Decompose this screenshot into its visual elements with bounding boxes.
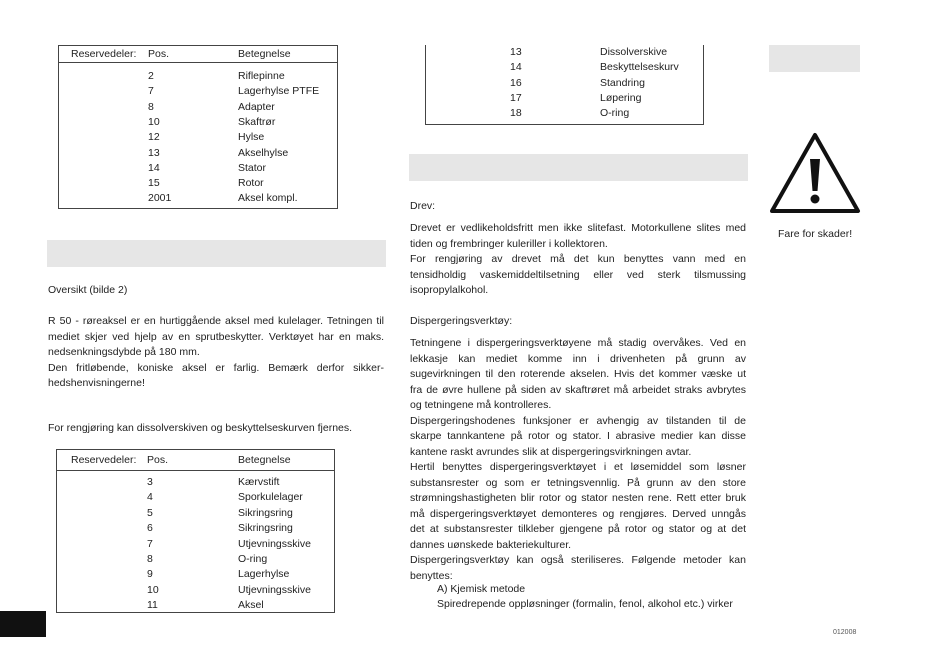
pos-cell: 7 [147, 537, 153, 550]
pos-cell: 7 [148, 85, 154, 98]
designation-cell: Akselhylse [238, 146, 289, 159]
designation-cell: Løpering [600, 91, 642, 104]
designation-cell: Standring [600, 76, 645, 89]
designation-cell: Skaftrør [238, 115, 276, 128]
drev-heading: Drev: [410, 200, 436, 212]
pos-cell: 4 [147, 491, 153, 504]
text-line: Dispergeringshodenes funksjoner er avhengig av tilstanden til de [410, 414, 746, 427]
page-code: 012008 [833, 629, 857, 636]
designation-cell: Utjevningsskive [238, 583, 311, 596]
text-line: strømningshastigheten blir rotor og stator nesten rene. Rett etter bruk [410, 492, 746, 504]
designation-cell: Beskyttelseskurv [600, 61, 679, 74]
designation-cell: Adapter [238, 100, 275, 113]
designation-cell: Hylse [238, 131, 265, 144]
pos-cell: 16 [510, 76, 522, 89]
header-reservedeler: Reservedeler: [71, 48, 137, 60]
pos-cell: 11 [147, 599, 158, 612]
section-bar [409, 154, 748, 181]
warning-caption: Fare for skader! [778, 228, 853, 240]
method-a-text: Spiredrepende oppløsninger (formalin, fenol, alkohol etc.) virker [437, 598, 733, 610]
text-line: Hertil benyttes dispergeringsverktøyet i et løsemiddel som løsner [410, 461, 746, 473]
header-betegnelse: Betegnelse [238, 48, 291, 60]
designation-cell: O-ring [600, 107, 630, 120]
text-line: skarpe tannkantene på rotor og stator. I abrasive medier kan disse [410, 430, 746, 442]
designation-cell: Sikringsring [238, 506, 293, 519]
text-line: fra de øvre hullene på siden av skaftrøret må arbeidet straks avbrytes [410, 383, 746, 396]
tool-paragraph [410, 336, 746, 584]
pos-cell: 8 [147, 553, 153, 565]
section-bar [47, 240, 386, 267]
text-line: det at substansrester tilkleber gjengene på rotor og stator og at det [410, 523, 746, 535]
pos-cell: 14 [510, 61, 522, 74]
text-line: hedshenvisningerne! [48, 377, 145, 389]
pos-cell: 6 [147, 522, 153, 535]
parts-table-1 [58, 45, 338, 209]
header-betegnelse: Betegnelse [238, 454, 291, 466]
text-line: benyttes: [410, 569, 453, 582]
text-line: mediet skjer ved hjelp av en sprutbeskytter. Verktøyet har en maks. [48, 330, 384, 343]
designation-cell: Sporkulelager [238, 491, 303, 504]
cleaning-note: For rengjøring kan dissolverskiven og beskyttelseskurven fjernes. [48, 422, 353, 434]
method-a-heading: A) Kjemisk metode [437, 583, 526, 595]
text-line: kantene raskt avrundes slik at dispergeringsvirkningen avtar. [410, 445, 692, 458]
text-line: Dispergeringsverktøy kan også steriliseres. Følgende metoder kan [410, 554, 746, 566]
pos-cell: 2001 [148, 192, 172, 205]
text-line: tensidholdig vaskemiddeltilsetning eller ved sterk tilsmussing [410, 268, 746, 281]
warning-icon [769, 131, 861, 215]
designation-cell: Sikringsring [238, 522, 293, 535]
text-line: nedsenkningsdybde på 180 mm. [48, 346, 200, 358]
page-marker [0, 611, 46, 637]
text-line: substansrester og som er tetningsvennlig. På grunn av den store [410, 476, 746, 489]
designation-cell: Lagerhylse PTFE [238, 85, 320, 98]
pos-cell: 3 [147, 476, 153, 488]
text-line: For rengjøring av drevet må det kun benyttes vann med en [410, 253, 746, 265]
designation-cell: Aksel [238, 599, 264, 612]
designation-cell: Dissolverskive [600, 46, 668, 58]
pos-cell: 2 [148, 70, 154, 82]
text-line: dannes uønskede bakteriekulturer. [410, 538, 572, 551]
designation-cell: Aksel kompl. [238, 192, 298, 205]
drev-paragraph [410, 221, 746, 299]
pos-cell: 18 [510, 107, 522, 120]
text-line: og tetningene må kontrolleres. [410, 399, 552, 411]
section-bar [769, 45, 860, 72]
text-line: Den fritløbende, koniske aksel er farlig. Bemærk derfor sikker- [48, 361, 384, 374]
pos-cell: 5 [147, 506, 153, 519]
pos-cell: 10 [148, 115, 160, 128]
pos-cell: 9 [147, 568, 153, 581]
pos-cell: 15 [148, 177, 160, 190]
pos-cell: 10 [147, 583, 159, 596]
overview-heading: Oversikt (bilde 2) [48, 284, 128, 296]
pos-cell: 17 [510, 91, 522, 104]
designation-cell: Riflepinne [238, 70, 285, 82]
pos-cell: 12 [148, 131, 160, 144]
pos-cell: 14 [148, 161, 160, 174]
pos-cell: 13 [510, 46, 522, 58]
designation-cell: Stator [238, 161, 267, 174]
description-paragraph [48, 314, 384, 392]
designation-cell: Lagerhylse [238, 568, 290, 581]
tool-heading: Dispergeringsverktøy: [410, 315, 513, 327]
text-line: lekkasje kan mediet komme inn i drivenheten på grunn av [410, 352, 746, 365]
text-line: R 50 - røreaksel er en hurtiggående aksel med kulelager. Tetningen til [48, 315, 384, 327]
pos-cell: 8 [148, 100, 154, 113]
text-line: Drevet er vedlikeholdsfritt men ikke slitefast. Motorkullene slites med [410, 222, 746, 234]
designation-cell: Utjevningsskive [238, 537, 311, 550]
parts-table-2 [56, 449, 335, 613]
designation-cell: O-ring [238, 553, 268, 565]
header-pos: Pos. [147, 454, 169, 466]
parts-table-3 [425, 45, 704, 125]
header-pos: Pos. [148, 48, 170, 60]
text-line: må dispergeringsverktøyet demonteres og rengjøres. Derved unngås [410, 507, 746, 520]
text-line: tiden og frembringer kuleriller i kollektoren. [410, 237, 608, 250]
text-line: Tetningene i dispergeringsverktøyene må stadig overvåkes. Ved en [410, 337, 746, 349]
text-line: isopropylalkohol. [410, 284, 489, 296]
header-reservedeler: Reservedeler: [71, 454, 137, 466]
pos-cell: 13 [148, 146, 160, 159]
text-line: sugevirkningen til den roterende akselen. Hvis det kommer væske ut [410, 368, 746, 380]
designation-cell: Kærvstift [238, 476, 280, 488]
designation-cell: Rotor [238, 177, 264, 190]
